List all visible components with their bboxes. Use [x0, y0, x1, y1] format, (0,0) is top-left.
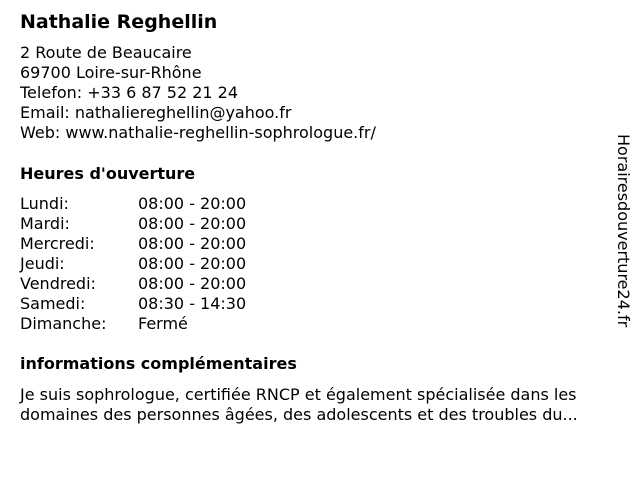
hours-time: 08:00 - 20:00 [138, 234, 247, 253]
hours-table [20, 194, 280, 334]
hours-row-monday [20, 194, 280, 214]
hours-day: Vendredi: [20, 274, 96, 293]
info-line: Je suis sophrologue, certifiée RNCP et également spécialisée dans les [20, 385, 577, 404]
hours-day: Lundi: [20, 194, 69, 213]
hours-time: 08:00 - 20:00 [138, 274, 247, 293]
email-address: Email: nathaliereghellin@yahoo.fr [20, 103, 292, 122]
hours-day: Mercredi: [20, 234, 95, 253]
info-heading: informations complémentaires [20, 354, 297, 373]
hours-heading: Heures d'ouverture [20, 164, 196, 183]
info-line: domaines des personnes âgées, des adolescents et des troubles du... [20, 405, 578, 424]
phone-number: Telefon: +33 6 87 52 21 24 [20, 83, 239, 102]
hours-time: 08:00 - 20:00 [138, 194, 247, 213]
contact-block [20, 43, 376, 143]
website-url: Web: www.nathalie-reghellin-sophrologue.fr/ [20, 123, 376, 142]
business-name: Nathalie Reghellin [20, 11, 218, 33]
hours-row-friday [20, 274, 280, 294]
hours-day: Jeudi: [20, 254, 65, 273]
info-description [20, 385, 630, 425]
hours-row-sunday [20, 314, 280, 334]
hours-day: Mardi: [20, 214, 70, 233]
hours-row-saturday [20, 294, 280, 314]
hours-time: 08:00 - 20:00 [138, 214, 247, 233]
hours-row-wednesday [20, 234, 280, 254]
site-watermark: Horairesdouverture24.fr [614, 134, 633, 328]
hours-time: Fermé [138, 314, 188, 333]
hours-time: 08:30 - 14:30 [138, 294, 247, 313]
hours-day: Samedi: [20, 294, 86, 313]
hours-row-tuesday [20, 214, 280, 234]
hours-day: Dimanche: [20, 314, 107, 333]
address-city: 69700 Loire-sur-Rhône [20, 63, 202, 82]
hours-row-thursday [20, 254, 280, 274]
hours-time: 08:00 - 20:00 [138, 254, 247, 273]
address-street: 2 Route de Beaucaire [20, 43, 192, 62]
